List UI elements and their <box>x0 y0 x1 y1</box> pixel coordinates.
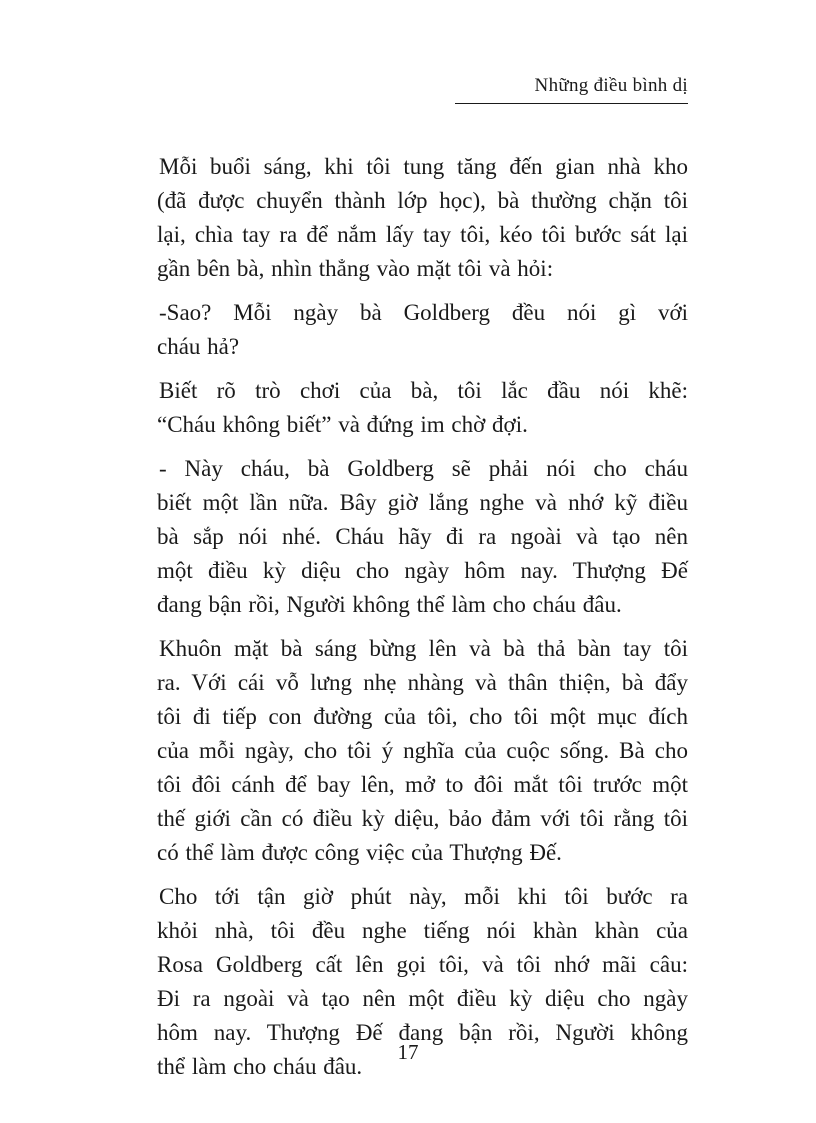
page-number: 17 <box>397 1040 419 1064</box>
text-line: tôi đôi cánh để bay lên, mở to đôi mắt tôi trước một <box>157 772 688 797</box>
text-line: biết một lần nữa. Bây giờ lắng nghe và nhớ kỹ điều <box>157 490 688 515</box>
text-line: lại, chìa tay ra để nắm lấy tay tôi, kéo tôi bước sát lại <box>157 222 688 247</box>
paragraph-5 <box>157 632 688 870</box>
text-line: (đã được chuyển thành lớp học), bà thường chặn tôi <box>157 188 688 213</box>
text-line: hôm nay. Thượng Đế đang bận rồi, Người không <box>157 1020 688 1045</box>
running-title: Những điều bình dị <box>534 75 688 96</box>
text-line: tôi đi tiếp con đường của tôi, cho tôi một mục đích <box>157 704 688 729</box>
text-line: - Này cháu, bà Goldberg sẽ phải nói cho cháu <box>159 456 688 481</box>
text-line: Rosa Goldberg cất lên gọi tôi, và tôi nhớ mãi câu: <box>157 952 688 977</box>
text-line: Đi ra ngoài và tạo nên một điều kỳ diệu cho ngày <box>157 986 688 1011</box>
text-line: Mỗi buổi sáng, khi tôi tung tăng đến gian nhà kho <box>159 154 688 179</box>
text-line: “Cháu không biết” và đứng im chờ đợi. <box>157 412 528 437</box>
text-line: có thể làm được công việc của Thượng Đế. <box>157 840 562 865</box>
text-line: của mỗi ngày, cho tôi ý nghĩa của cuộc sống. Bà cho <box>157 738 688 763</box>
text-line: Biết rõ trò chơi của bà, tôi lắc đầu nói khẽ: <box>159 378 688 403</box>
paragraph-2 <box>157 296 688 364</box>
text-line: cháu hả? <box>157 334 240 359</box>
running-header <box>455 74 688 104</box>
text-line: -Sao? Mỗi ngày bà Goldberg đều nói gì với <box>159 300 688 325</box>
text-line: bà sắp nói nhé. Cháu hãy đi ra ngoài và tạo nên <box>157 524 688 549</box>
text-line: khỏi nhà, tôi đều nghe tiếng nói khàn khàn của <box>157 918 688 943</box>
body-text <box>157 150 688 1094</box>
paragraph-4 <box>157 452 688 622</box>
text-line: ra. Với cái vỗ lưng nhẹ nhàng và thân thiện, bà đẩy <box>157 670 688 695</box>
paragraph-1 <box>157 150 688 286</box>
text-line: thế giới cần có điều kỳ diệu, bảo đảm với tôi rằng tôi <box>157 806 688 831</box>
text-line: gần bên bà, nhìn thẳng vào mặt tôi và hỏi: <box>157 256 554 281</box>
text-line: Cho tới tận giờ phút này, mỗi khi tôi bước ra <box>159 884 688 909</box>
text-line: thể làm cho cháu đâu. <box>157 1054 363 1079</box>
text-line: một điều kỳ diệu cho ngày hôm nay. Thượng Đế <box>157 558 688 583</box>
paragraph-3 <box>157 374 688 442</box>
text-line: đang bận rồi, Người không thể làm cho cháu đâu. <box>157 592 622 617</box>
text-line: Khuôn mặt bà sáng bừng lên và bà thả bàn tay tôi <box>159 636 688 661</box>
